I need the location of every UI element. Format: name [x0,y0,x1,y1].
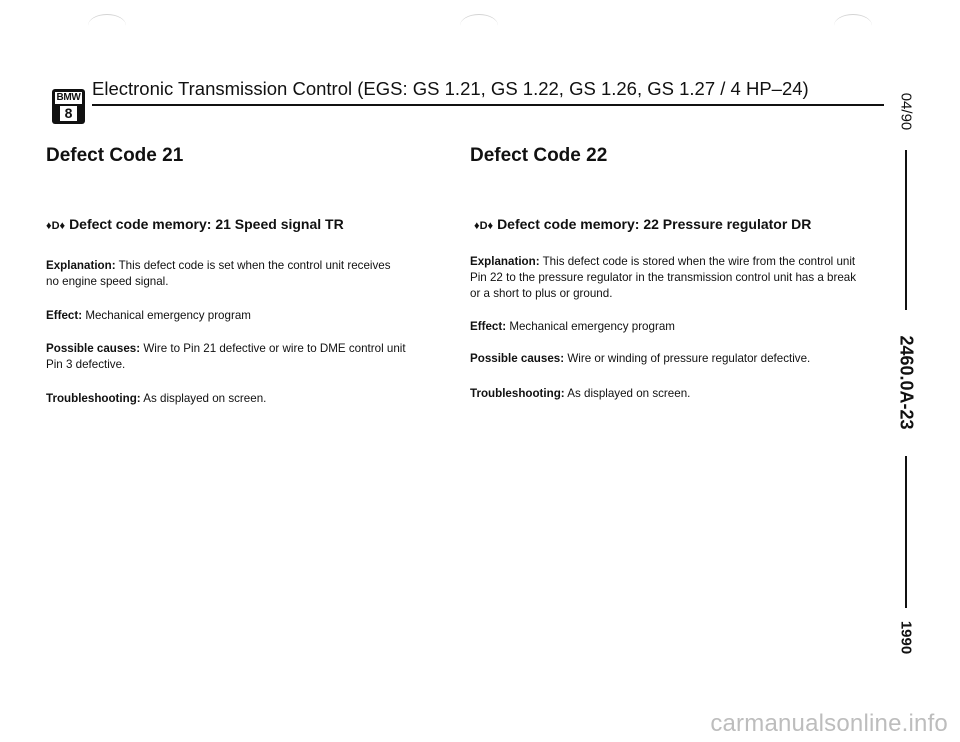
troubleshooting-paragraph [46,391,426,407]
section-heading: Defect Code 21 [46,145,184,166]
causes-text: Wire or winding of pressure regulator defective. [567,352,811,365]
logo-brand: BMW [56,92,81,103]
effect-text: Mechanical emergency program [509,320,675,333]
memory-heading [474,216,811,232]
effect-text: Mechanical emergency program [85,309,251,322]
causes-paragraph [46,341,411,373]
causes-label: Possible causes: [470,352,565,365]
effect-label: Effect: [46,309,83,322]
troubleshooting-paragraph [470,386,850,402]
side-divider [905,150,907,310]
effect-paragraph [46,308,426,324]
troubleshooting-label: Troubleshooting: [46,392,141,405]
punch-hole [460,14,498,37]
causes-text: Wire to Pin 21 defective or wire to DME control unit Pin 3 defective. [46,342,406,371]
effect-label: Effect: [470,320,507,333]
side-date: 04/90 [897,92,915,131]
causes-paragraph [470,351,850,367]
punch-hole [834,14,872,37]
explanation-text: This defect code is set when the control unit receives no engine speed signal. [46,259,391,288]
explanation-text: This defect code is stored when the wire from the control unit Pin 22 to the pressure regulator in the transmission control unit has a break or a short to plus or ground. [470,255,857,300]
bmw-series-logo [52,89,85,124]
side-year: 1990 [897,620,915,655]
troubleshooting-label: Troubleshooting: [470,387,565,400]
memory-title: Defect code memory: 21 Speed signal TR [69,216,344,232]
explanation-paragraph [46,258,391,290]
memory-heading [46,216,344,232]
explanation-label: Explanation: [46,259,116,272]
troubleshooting-text: As displayed on screen. [143,392,267,405]
causes-label: Possible causes: [46,342,141,355]
side-doc-number: 2460.0A-23 [896,335,917,430]
header-rule [92,104,884,106]
section-heading: Defect Code 22 [470,145,608,166]
memory-prefix: ♦D♦ [474,220,494,232]
punch-hole [88,14,126,37]
troubleshooting-text: As displayed on screen. [567,387,691,400]
side-divider [905,456,907,608]
watermark: carmanualsonline.info [710,710,948,737]
effect-paragraph [470,319,850,335]
explanation-label: Explanation: [470,255,540,268]
page-title: Electronic Transmission Control (EGS: GS 1.21, GS 1.22, GS 1.26, GS 1.27 / 4 HP–24) [92,78,809,99]
memory-prefix: ♦D♦ [46,220,66,232]
memory-title: Defect code memory: 22 Pressure regulator DR [497,216,812,232]
logo-series: 8 [60,106,77,121]
explanation-paragraph [470,254,865,302]
